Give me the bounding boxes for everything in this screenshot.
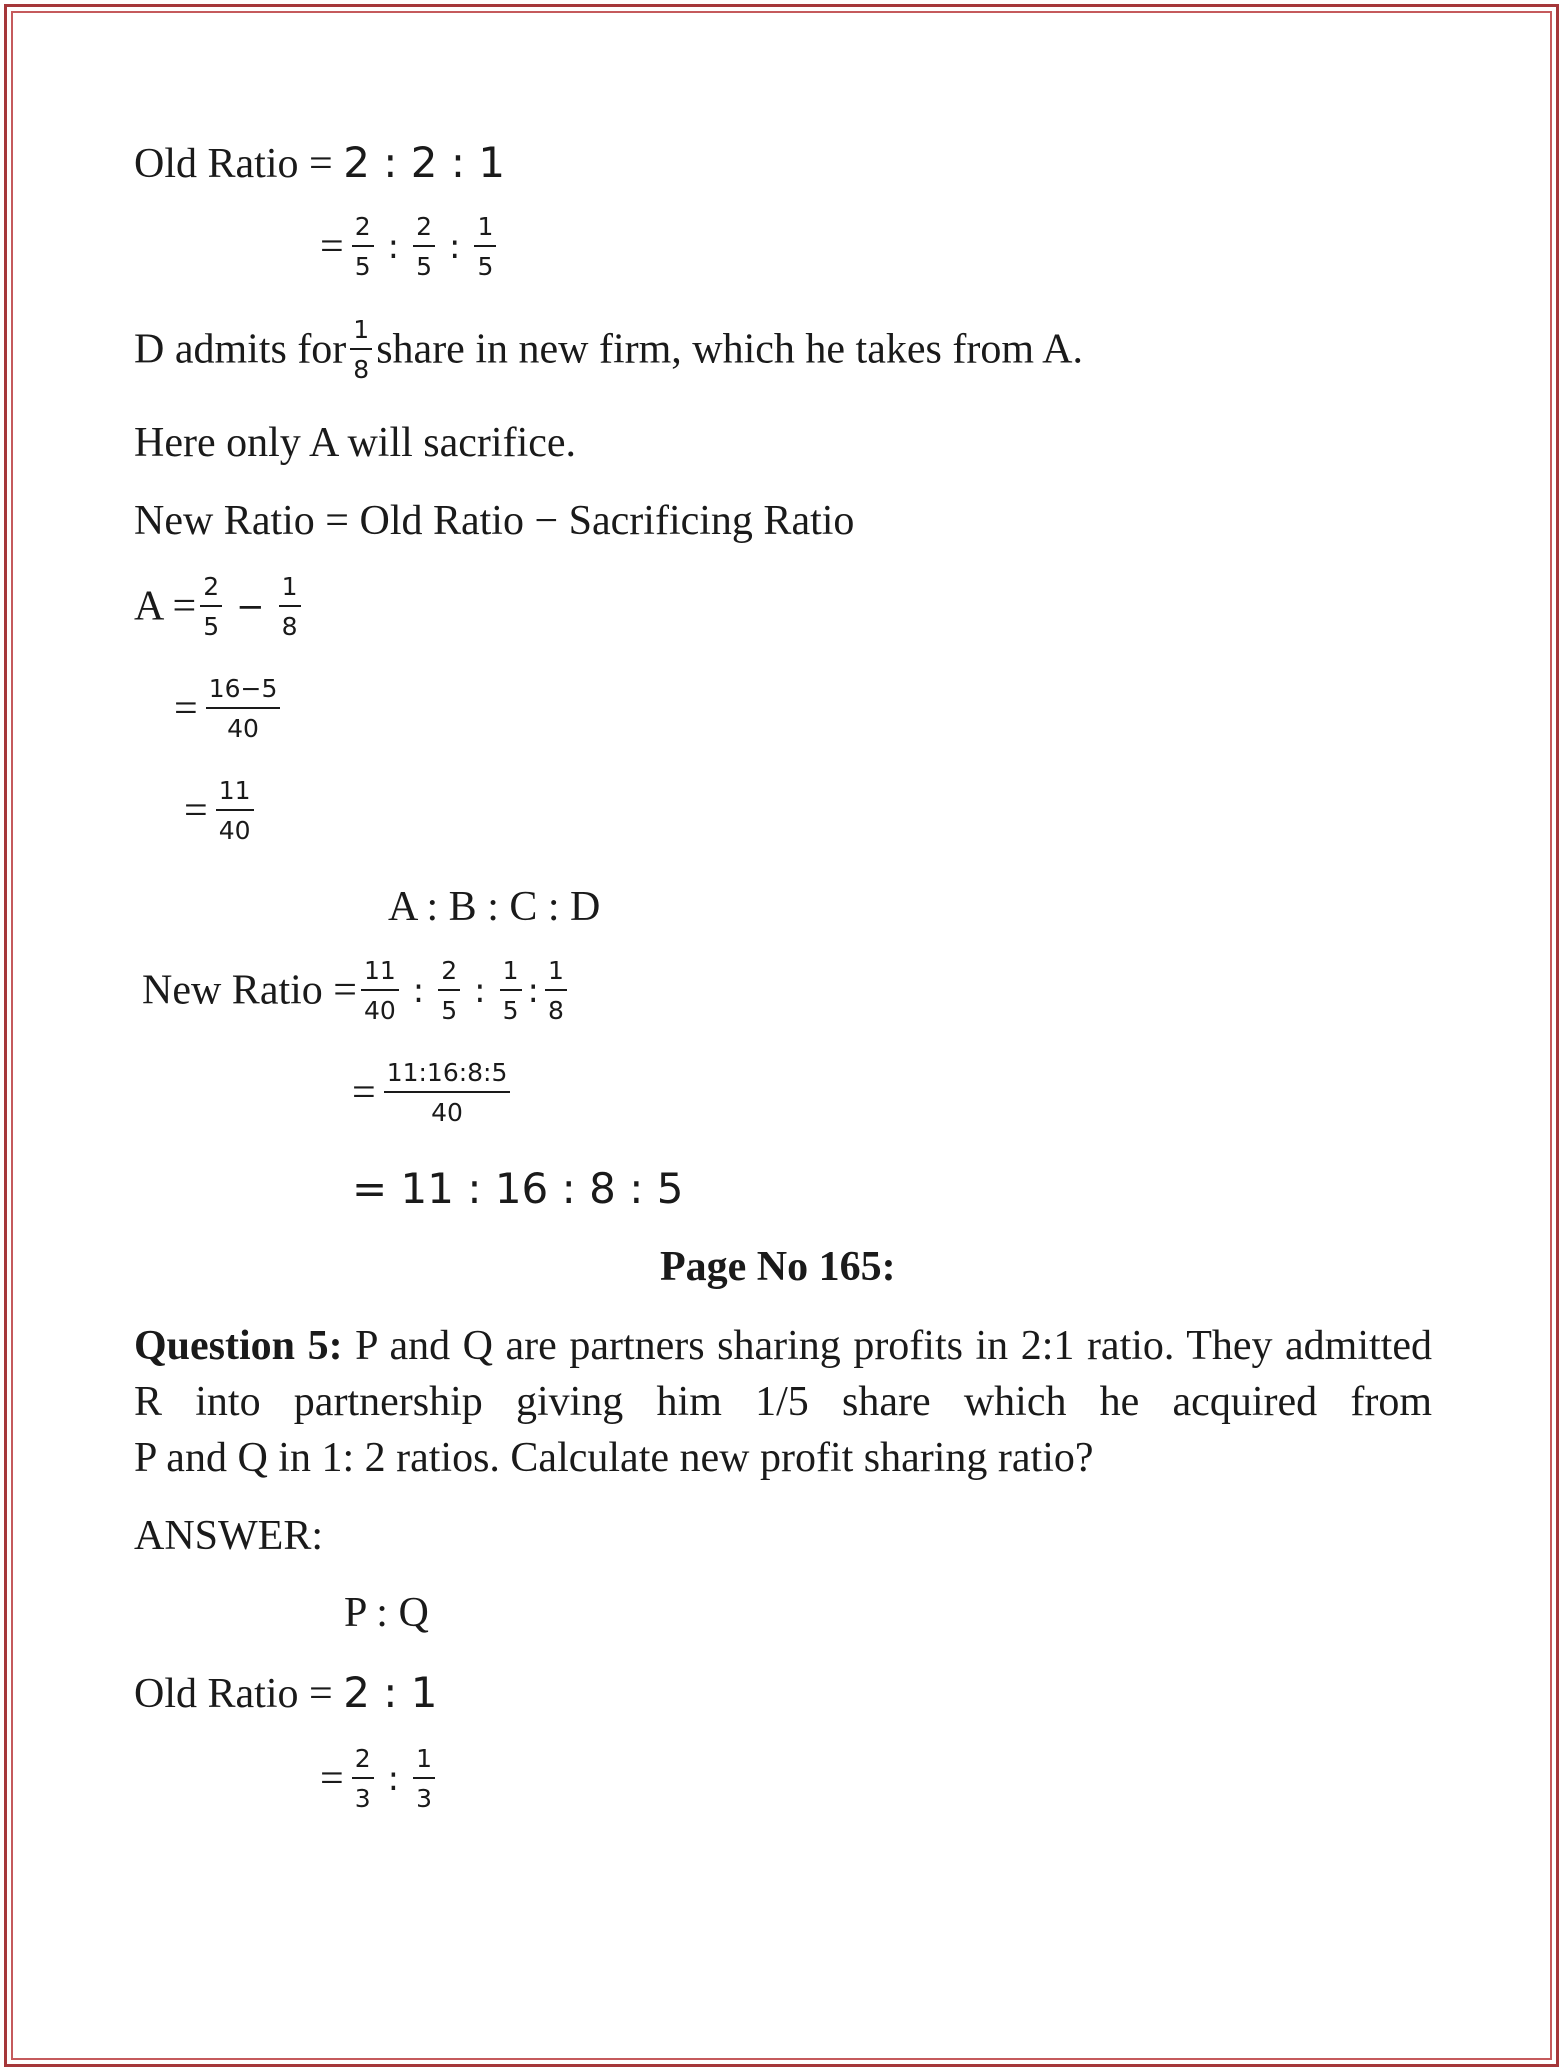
fraction: $\frac{1}{8}$ bbox=[279, 574, 301, 639]
old-ratio-fractions: = $\frac{2}{5}$ : $\frac{2}{5}$ : $\frac{1}{5}$ bbox=[320, 214, 500, 279]
new-ratio-formula: New Ratio = Old Ratio − Sacrificing Ratio bbox=[134, 498, 855, 544]
fraction: $\frac{1}{8}$ bbox=[545, 958, 567, 1023]
a-step-3: = $\frac{11}{40}$ bbox=[184, 778, 258, 843]
new-ratio-fractions: New Ratio = $\frac{11}{40}$ : $\frac{2}{5}$ : $\frac{1}{5}$ : $\frac{1}{8}$ bbox=[142, 958, 571, 1023]
page-border bbox=[4, 4, 1559, 2067]
answer-label: ANSWER: bbox=[134, 1513, 323, 1559]
fraction: $\frac{2}{5}$ bbox=[413, 214, 435, 279]
fraction: $\frac{2}{5}$ bbox=[200, 574, 222, 639]
fraction: $\frac{1}{8}$ bbox=[350, 317, 372, 382]
combined-fraction: = $\frac{11:16:8:5}{40}$ bbox=[352, 1060, 514, 1125]
fraction: $\frac{2}{3}$ bbox=[352, 1746, 374, 1811]
page-heading: Page No 165: bbox=[660, 1244, 896, 1290]
fraction: $\frac{1}{5}$ bbox=[500, 958, 522, 1023]
answer-old-fractions: = $\frac{2}{3}$ : $\frac{1}{3}$ bbox=[320, 1746, 439, 1811]
fraction: $\frac{11}{40}$ bbox=[216, 778, 254, 843]
old-ratio-line: Old Ratio = 2 : 2 : 1 bbox=[134, 138, 506, 187]
fraction: $\frac{2}{5}$ bbox=[352, 214, 374, 279]
a-step-2: = $\frac{16-5}{40}$ bbox=[174, 676, 284, 741]
final-new-ratio: = 11 : 16 : 8 : 5 bbox=[352, 1164, 684, 1213]
fraction: $\frac{2}{5}$ bbox=[438, 958, 460, 1023]
partner-header: A : B : C : D bbox=[388, 884, 601, 930]
answer-partner-header: P : Q bbox=[344, 1590, 429, 1636]
question-paragraph: Question 5: P and Q are partners sharing profits in 2:1 ratio. They admitted R into partnership giving him 1/5 share which he acquired from P and Q in 1: 2 ratios. Calculate new profit sharing ratio? bbox=[134, 1323, 1432, 1481]
fraction: $\frac{1}{3}$ bbox=[413, 1746, 435, 1811]
a-calculation: A = $\frac{2}{5}$ − $\frac{1}{8}$ bbox=[134, 574, 305, 639]
fraction: $\frac{11:16:8:5}{40}$ bbox=[384, 1060, 511, 1125]
fraction: $\frac{11}{40}$ bbox=[361, 958, 399, 1023]
only-a-sacrifices: Here only A will sacrifice. bbox=[134, 420, 577, 466]
d-admits-line: D admits for $\frac{1}{8}$ share in new firm, which he takes from A. bbox=[134, 315, 1084, 384]
answer-old-ratio: Old Ratio = 2 : 1 bbox=[134, 1668, 438, 1717]
fraction: $\frac{1}{5}$ bbox=[474, 214, 496, 279]
fraction: $\frac{16-5}{40}$ bbox=[206, 676, 281, 741]
